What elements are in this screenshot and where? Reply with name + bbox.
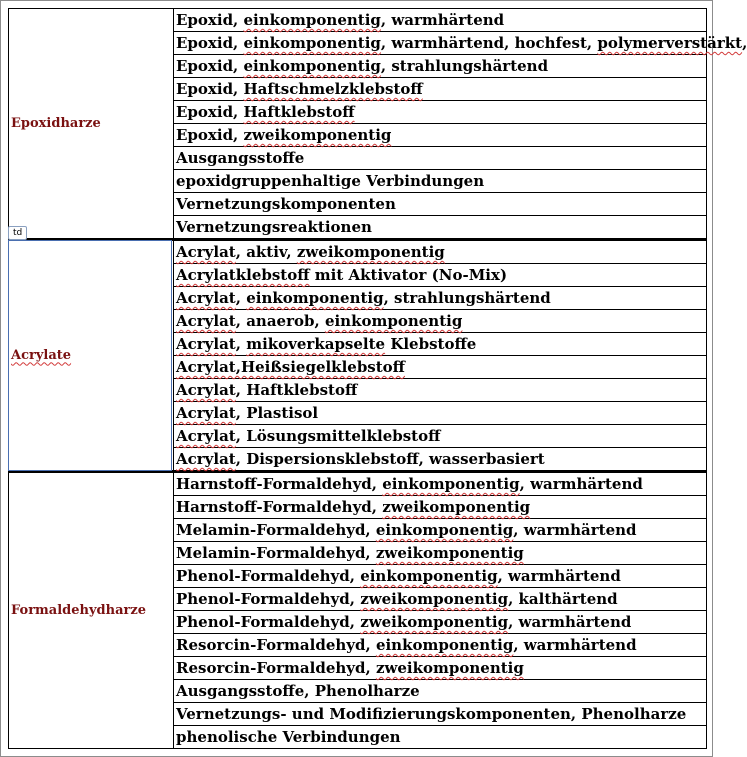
spellcheck-flagged-word: einkomponentig: [382, 475, 520, 493]
cell-text: Vernetzungs- und Modifizierungskomponenten, Phenolharze: [176, 705, 687, 723]
cell-text: Melamin-Formaldehyd,: [176, 521, 376, 539]
table-cell[interactable]: [174, 147, 707, 170]
spellcheck-flagged-word: polymerverstärkt: [597, 34, 743, 52]
table-cell[interactable]: [174, 9, 707, 32]
table-cell[interactable]: [174, 287, 707, 310]
cell-text: , kalthärtend: [508, 590, 618, 608]
element-tag-label: td: [8, 226, 27, 240]
cell-text: mit Aktivator (No-Mix): [309, 266, 508, 284]
table-cell[interactable]: [174, 496, 707, 519]
spellcheck-flagged-word: zweikomponentig: [360, 590, 509, 608]
table-cell[interactable]: [174, 565, 707, 588]
table-cell[interactable]: [174, 726, 707, 749]
spellcheck-flagged-word: Acrylat: [176, 243, 236, 261]
cell-text: , strahlungshärtend: [383, 289, 551, 307]
spellcheck-flagged-word: zweikomponentig: [296, 243, 445, 261]
table-cell[interactable]: [174, 588, 707, 611]
table-cell[interactable]: [174, 657, 707, 680]
cell-text: ,: [235, 335, 247, 353]
cell-text: Vernetzungskomponenten: [176, 195, 396, 213]
spellcheck-flagged-word: Acrylat: [176, 450, 236, 468]
cell-text: , warmhärtend: [513, 636, 637, 654]
group-label: Acrylate: [11, 347, 72, 363]
cell-text: , Dispersionsklebstoff, wasserbasiert: [235, 450, 545, 468]
cell-text: , warmhärtend: [519, 475, 643, 493]
cell-text: Harnstoff-Formaldehyd,: [176, 498, 383, 516]
table-row: [9, 9, 707, 32]
table-cell[interactable]: [174, 55, 707, 78]
cell-text: Phenol-Formaldehyd,: [176, 590, 361, 608]
spellcheck-flagged-word: Acrylat: [176, 381, 236, 399]
spellcheck-flagged-word: einkomponentig: [243, 34, 381, 52]
table-cell[interactable]: [174, 379, 707, 402]
spellcheck-flagged-word: zweikomponentig: [375, 659, 524, 677]
table-row: [9, 240, 707, 264]
spellcheck-flagged-word: einkomponentig: [375, 636, 514, 654]
cell-text: , strahlungshärtend: [380, 57, 549, 75]
table-cell[interactable]: [174, 101, 707, 124]
cell-text: ,: [235, 289, 247, 307]
cell-text: , aktiv,: [235, 243, 297, 261]
adhesive-category-table: [8, 8, 747, 749]
cell-text: , warmhärtend: [497, 567, 621, 585]
cell-text: Melamin-Formaldehyd,: [176, 544, 376, 562]
cell-text: Harnstoff-Formaldehyd,: [176, 475, 383, 493]
cell-text: Epoxid,: [176, 103, 244, 121]
cell-text: , warmhärtend: [513, 521, 637, 539]
table-cell[interactable]: [174, 611, 707, 634]
table-cell[interactable]: [174, 78, 707, 101]
spellcheck-flagged-word: Haftschmelzklebstoff: [243, 80, 423, 98]
table-cell[interactable]: [174, 425, 707, 448]
cell-text: Epoxid,: [176, 126, 244, 144]
table-cell[interactable]: [174, 472, 707, 496]
cell-text: Klebstoffe: [385, 335, 477, 353]
spellcheck-flagged-word: Acrylat,Heißsiegelklebstoff: [176, 358, 405, 376]
table-cell[interactable]: [174, 634, 707, 657]
table-row: [9, 472, 707, 496]
table-cell[interactable]: [174, 240, 707, 264]
spellcheck-flagged-word: einkomponentig: [375, 521, 514, 539]
cell-text: Phenol-Formaldehyd,: [176, 567, 361, 585]
spellcheck-flagged-word: einkomponentig: [243, 11, 381, 29]
spellcheck-flagged-word: Acrylat: [176, 289, 236, 307]
cell-text: , warmhärtend: [508, 613, 632, 631]
table-cell[interactable]: [174, 32, 747, 55]
cell-text: , Lösungsmittelklebstoff: [235, 427, 441, 445]
table-cell[interactable]: [174, 519, 707, 542]
cell-text: ,: [742, 34, 747, 52]
group-label: Epoxidharze: [11, 115, 101, 131]
cell-text: , Plastisol: [235, 404, 319, 422]
spellcheck-flagged-word: einkomponentig: [360, 567, 498, 585]
cell-text: Epoxid,: [176, 34, 244, 52]
group-cell-formaldehydharze[interactable]: [9, 472, 174, 749]
spellcheck-flagged-word: zweikomponentig: [382, 498, 531, 516]
spellcheck-flagged-word: Acrylat: [176, 404, 236, 422]
cell-text: Ausgangsstoffe: [176, 149, 305, 167]
cell-text: , warmhärtend: [380, 11, 505, 29]
spellcheck-flagged-word: einkomponentig: [246, 289, 384, 307]
spellcheck-flagged-word: einkomponentig: [243, 57, 381, 75]
table-cell[interactable]: [174, 310, 707, 333]
cell-text: Ausgangsstoffe, Phenolharze: [176, 682, 420, 700]
cell-text: , anaerob,: [235, 312, 325, 330]
cell-text: , Haftklebstoff: [235, 381, 358, 399]
cell-text: Resorcin-Formaldehyd,: [176, 659, 376, 677]
cell-text: , warmhärtend, hochfest,: [380, 34, 598, 52]
table-cell[interactable]: [174, 680, 707, 703]
spellcheck-flagged-word: Acrylat: [176, 427, 236, 445]
table-cell[interactable]: [174, 448, 707, 472]
cell-text: Epoxid,: [176, 11, 244, 29]
spellcheck-flagged-word: Acrylat: [176, 335, 236, 353]
table-cell[interactable]: [174, 216, 707, 240]
group-cell-epoxidharze[interactable]: [9, 9, 174, 240]
spellcheck-flagged-word: zweikomponentig: [375, 544, 524, 562]
cell-text: Phenol-Formaldehyd,: [176, 613, 361, 631]
table-cell[interactable]: [174, 124, 707, 147]
table-cell[interactable]: [174, 356, 707, 379]
table-cell[interactable]: [174, 170, 707, 193]
spellcheck-flagged-word: zweikomponentig: [360, 613, 509, 631]
spellcheck-flagged-word: Acrylatklebstoff: [176, 266, 310, 284]
cell-text: phenolische Verbindungen: [176, 728, 401, 746]
cell-text: Epoxid,: [176, 57, 244, 75]
cell-text: epoxidgruppenhaltige Verbindungen: [176, 172, 485, 190]
cell-text: Epoxid,: [176, 80, 244, 98]
table-cell[interactable]: [174, 264, 707, 287]
cell-text: Vernetzungsreaktionen: [176, 218, 372, 236]
table-cell[interactable]: [174, 402, 707, 425]
group-cell-acrylate[interactable]: [9, 240, 174, 472]
spellcheck-flagged-word: Acrylat: [176, 312, 236, 330]
table-cell[interactable]: [174, 193, 707, 216]
spellcheck-flagged-word: mikoverkapselte: [246, 335, 386, 353]
group-label: Formaldehydharze: [11, 602, 146, 618]
spellcheck-flagged-word: einkomponentig: [324, 312, 463, 330]
cell-text: Resorcin-Formaldehyd,: [176, 636, 376, 654]
table-cell[interactable]: [174, 333, 707, 356]
table-cell[interactable]: [174, 542, 707, 565]
spellcheck-flagged-word: zweikomponentig: [243, 126, 392, 144]
spellcheck-flagged-word: Haftklebstoff: [243, 103, 355, 121]
table-cell[interactable]: [174, 703, 707, 726]
